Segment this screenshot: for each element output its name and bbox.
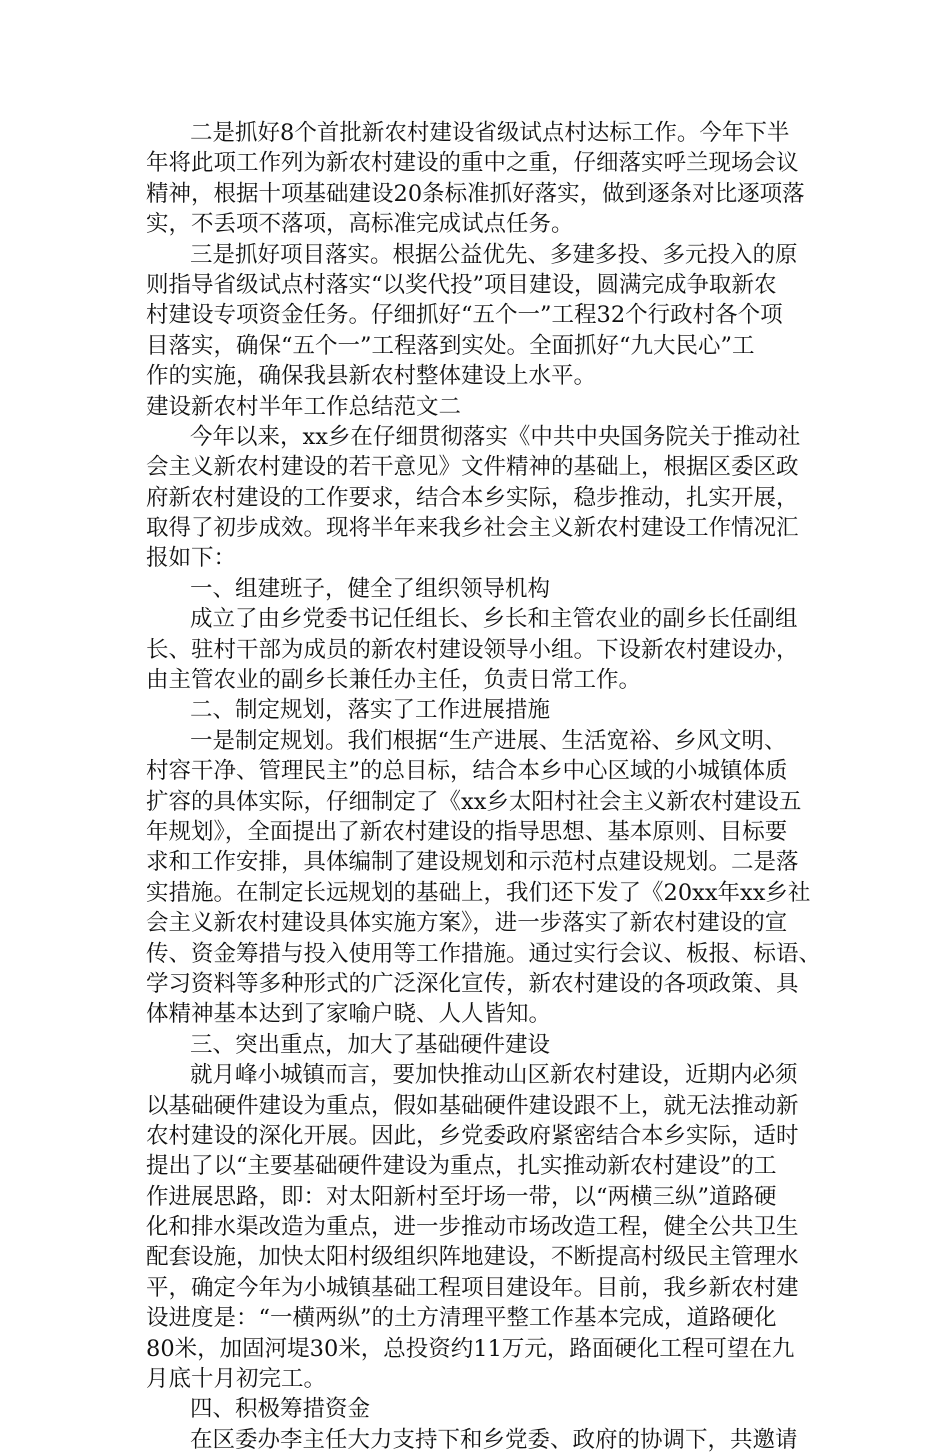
text-line: 一、组建班子，健全了组织领导机构 — [190, 575, 551, 602]
text-line: 今年以来，xx乡在仔细贯彻落实《中共中央国务院关于推动社 — [190, 423, 801, 450]
text-line: 精神，根据十项基础建设20条标准抓好落实，做到逐条对比逐项落 — [146, 180, 805, 207]
text-line: 三是抓好项目落实。根据公益优先、多建多投、多元投入的原 — [190, 241, 798, 268]
text-line: 目落实，确保“五个一”工程落到实处。全面抓好“九大民心”工 — [146, 332, 755, 359]
text-line: 府新农村建设的工作要求，结合本乡实际，稳步推动，扎实开展， — [146, 484, 799, 511]
text-line: 扩容的具体实际，仔细制定了《xx乡太阳村社会主义新农村建设五 — [146, 788, 802, 815]
text-line: 就月峰小城镇而言，要加快推动山区新农村建设，近期内必须 — [190, 1062, 798, 1089]
text-line: 则指导省级试点村落实“以奖代投”项目建设，圆满完成争取新农 — [146, 271, 777, 298]
text-line: 配套设施，加快太阳村级组织阵地建设，不断提高村级民主管理水 — [146, 1244, 799, 1271]
text-line: 学习资料等多种形式的广泛深化宣传，新农村建设的各项政策、具 — [146, 970, 799, 997]
text-line: 二、制定规划，落实了工作进展措施 — [190, 697, 551, 724]
text-line: 平，确定今年为小城镇基础工程项目建设年。目前，我乡新农村建 — [146, 1274, 799, 1301]
document-body — [146, 118, 826, 1455]
text-line: 村容干净、管理民主”的总目标，结合本乡中心区域的小城镇体质 — [146, 758, 788, 785]
text-line: 取得了初步成效。现将半年来我乡社会主义新农村建设工作情况汇 — [146, 515, 799, 542]
text-line: 月底十月初完工。 — [146, 1366, 327, 1393]
text-line: 村建设专项资金任务。仔细抓好“五个一”工程32个行政村各个项 — [146, 302, 783, 329]
text-line: 四、积极筹措资金 — [190, 1396, 371, 1423]
text-line: 年规划》，全面提出了新农村建设的指导思想、基本原则、目标要 — [146, 818, 788, 845]
text-line: 农村建设的深化开展。因此，乡党委政府紧密结合本乡实际，适时 — [146, 1122, 799, 1149]
text-line: 作进展思路，即：对太阳新村至圩场一带，以“两横三纵”道路硬 — [146, 1183, 777, 1210]
text-line: 实措施。在制定长远规划的基础上，我们还下发了《20xx年xx乡社 — [146, 879, 811, 906]
text-line: 化和排水渠改造为重点，进一步推动市场改造工程，健全公共卫生 — [146, 1214, 799, 1241]
text-line: 求和工作安排，具体编制了建设规划和示范村点建设规划。二是落 — [146, 849, 799, 876]
text-line: 以基础硬件建设为重点，假如基础硬件建设跟不上，就无法推动新 — [146, 1092, 799, 1119]
text-line: 设进度是：“一横两纵”的土方清理平整工作基本完成，道路硬化 — [146, 1305, 777, 1332]
text-line: 由主管农业的副乡长兼任办主任，负责日常工作。 — [146, 667, 642, 694]
text-line: 会主义新农村建设的若干意见》文件精神的基础上，根据区委区政 — [146, 454, 799, 481]
text-line: 长、驻村干部为成员的新农村建设领导小组。下设新农村建设办， — [146, 636, 799, 663]
text-line: 建设新农村半年工作总结范文二 — [146, 393, 462, 420]
text-line: 二是抓好8个首批新农村建设省级试点村达标工作。今年下半 — [190, 120, 790, 146]
text-line: 在区委办李主任大力支持下和乡党委、政府的协调下，共邀请 — [190, 1426, 798, 1453]
text-line: 报如下： — [146, 545, 237, 572]
text-line: 实，不丢项不落项，高标准完成试点任务。 — [146, 211, 574, 238]
text-line: 会主义新农村建设具体实施方案》，进一步落实了新农村建设的宣 — [146, 910, 788, 937]
text-line: 80米，加固河堤30米，总投资约11万元，路面硬化工程可望在九 — [146, 1335, 795, 1362]
text-line: 成立了由乡党委书记任组长、乡长和主管农业的副乡长任副组 — [190, 606, 798, 633]
text-line: 体精神基本达到了家喻户晓、人人皆知。 — [146, 1001, 552, 1028]
text-line: 作的实施，确保我县新农村整体建设上水平。 — [146, 363, 597, 390]
text-line: 提出了以“主要基础硬件建设为重点，扎实推动新农村建设”的工 — [146, 1153, 777, 1180]
text-line: 传、资金筹措与投入使用等工作措施。通过实行会议、板报、标语、 — [146, 940, 822, 967]
text-line: 一是制定规划。我们根据“生产进展、生活宽裕、乡风文明、 — [190, 727, 787, 754]
text-line: 三、突出重点，加大了基础硬件建设 — [190, 1031, 551, 1058]
text-line: 年将此项工作列为新农村建设的重中之重，仔细落实呼兰现场会议 — [146, 150, 799, 177]
